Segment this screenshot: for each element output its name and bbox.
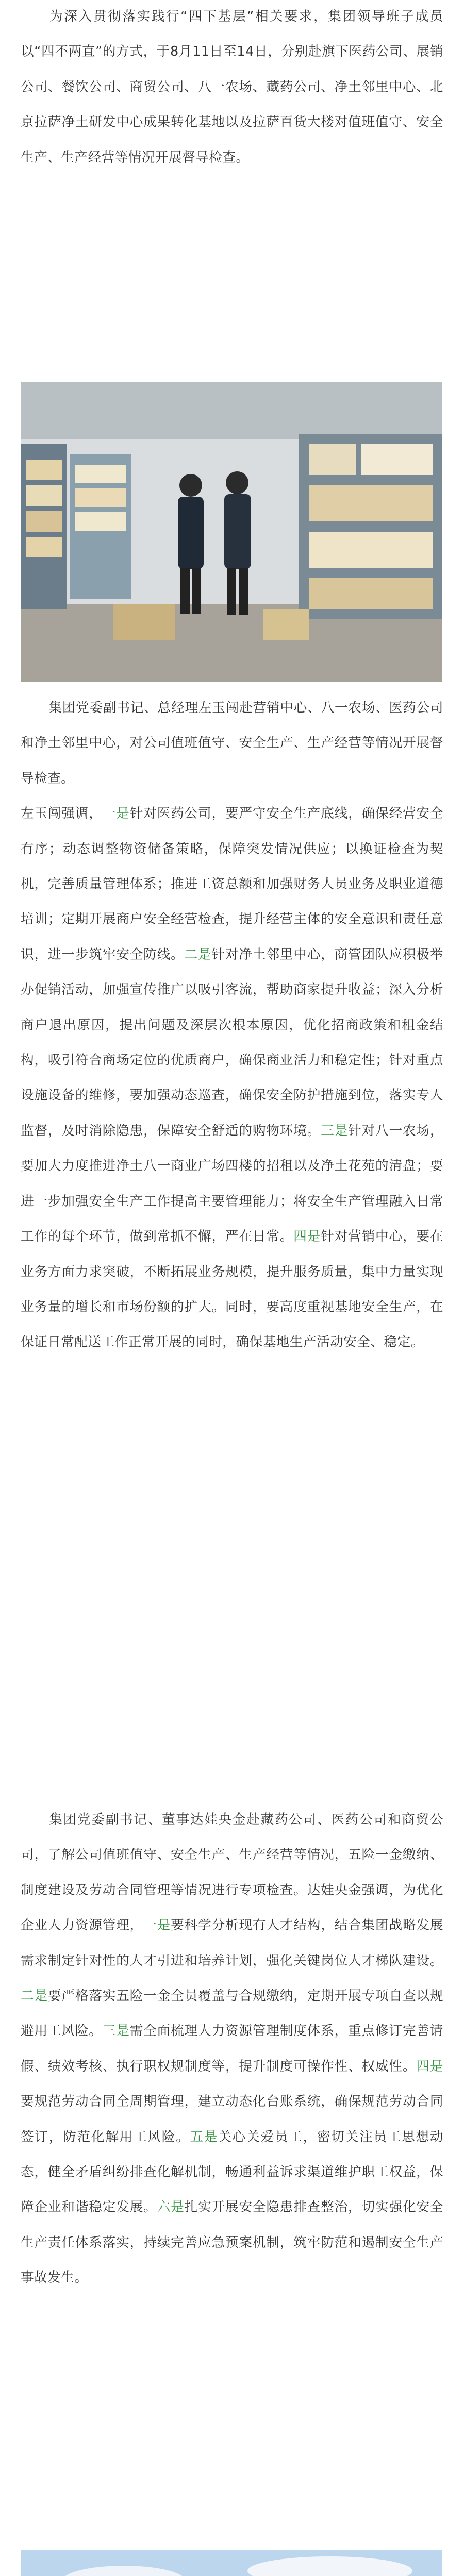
- s1-seg3: 针对医药公司，要严守安全生产底线，确保经营安全有序；动态调整物资储备策略，保障突发情况供应；以换证检查为契机，完善质量管理体系；推进工资总额和加强财务人员业务及职业道德培训；定期开展商户安全经营检查，提升经营主体的安全意识和责任意识，进一步筑牢安全防线。: [21, 806, 443, 962]
- s2-point-4: 四是: [416, 2058, 443, 2074]
- s2-seg0: 集团党委副书记、董事达娃央金赴藏药公司、医药公司和商贸公司，了解公司值班值守、安全生产、生产经营等情况，五险一金缴纳、制度建设及劳动合同管理等情况进行专项检查。: [21, 1812, 443, 1898]
- intro-text: 为深入贯彻落实践行“四下基层”相关要求，集团领导班子成员以“四不两直”的方式，于8月11日至14日，分别赴旗下医药公司、展销公司、餐饮公司、商贸公司、八一农场、藏药公司、净土邻里中心、北京拉萨净土研发中心成果转化基地以及拉萨百货大楼对值班值守、安全生产、生产经营等情况开展督导检查。: [21, 9, 443, 165]
- s2-seg7: 需全面梳理人力资源管理制度体系，重点修订完善请假、绩效考核、执行职权规制度等，提升制度可操作性、权威性。: [21, 2023, 443, 2074]
- section-2: [21, 1802, 443, 2296]
- s2-seg1: 达娃央金强调，为优化企业人力资源管理，: [21, 1882, 443, 1934]
- s2-point-3: 三是: [102, 2023, 130, 2039]
- photo-outdoor-inspection: [21, 2550, 442, 2576]
- s1-seg5: 针对净土邻里中心，商管团队应积极举办促销活动，加强宣传推广以吸引客流，帮助商家提升收益；深入分析商户退出原因，提出问题及深层次根本原因，优化招商政策和租金结构，吸引符合商场定位的优质商户，确保商业活力和稳定性；针对重点设施设备的维修，要加强动态巡查，确保安全防护措施到位，落实专人监督，及时消除隐患，保障安全舒适的购物环境。: [21, 946, 443, 1139]
- s2-seg3: 要科学分析现有人才结构，结合集团战略发展需求制定针对性的人才引进和培养计划，强化关键岗位人才梯队建设。: [21, 1918, 443, 1969]
- s1-seg7: 针对八一农场，要加大力度推进净土八一商业广场四楼的招租以及净土花苑的清盘；要进一步加强安全生产工作提高主要管理能力；将安全生产管理融入日常工作的每个环节，做到常抓不懈，严在日常。: [21, 1123, 443, 1245]
- s1-seg1: 左玉闯强调，: [21, 806, 103, 822]
- s2-point-1: 一是: [143, 1918, 171, 1934]
- s1-point-2: 二是: [184, 946, 212, 962]
- section-1: [21, 690, 443, 1360]
- s1-seg9: 针对营销中心，要在业务方面力求突破，不断拓展业务规模，提升服务质量，集中力量实现业务量的增长和市场份额的扩大。同时，要高度重视基地安全生产，在保证日常配送工作正常开展的同时，确保基地生产活动安全、稳定。: [21, 1229, 443, 1350]
- s1-seg0: 集团党委副书记、总经理左玉闯赴营销中心、八一农场、医药公司和净土邻里中心，对公司值班值守、安全生产、生产经营等情况开展督导检查。: [21, 700, 443, 786]
- s1-point-4: 四是: [293, 1229, 321, 1245]
- section-1-paragraph-2: [21, 796, 443, 1360]
- section-1-paragraph: [21, 690, 443, 796]
- photo-warehouse-inspection: [21, 382, 442, 682]
- s1-point-3: 三是: [321, 1123, 349, 1139]
- s2-point-2: 二是: [21, 1988, 48, 2004]
- section-2-paragraph: [21, 1802, 443, 2296]
- s2-seg9: 要规范劳动合同全周期管理，建立动态化台账系统，确保规范劳动合同签订，防范化解用工风险。: [21, 2094, 443, 2145]
- s2-point-5: 五是: [190, 2129, 219, 2145]
- s2-seg13: 扎实开展安全隐患排查整治，切实强化安全生产责任体系落实，持续完善应急预案机制，筑牢防范和遏制安全生产事故发生。: [21, 2199, 443, 2286]
- s2-seg11: 关心关爱员工，密切关注员工思想动态，健全矛盾纠纷排查化解机制，畅通利益诉求渠道维护职工权益，保障企业和谐稳定发展。: [21, 2129, 443, 2215]
- s2-seg5: 要严格落实五险一金全员覆盖与合规缴纳，定期开展专项自查以规避用工风险。: [21, 1988, 443, 2039]
- intro-paragraph: [21, 0, 443, 175]
- intro-block: [21, 0, 443, 175]
- s2-point-6: 六是: [157, 2199, 185, 2215]
- s1-point-1: 一是: [102, 806, 130, 822]
